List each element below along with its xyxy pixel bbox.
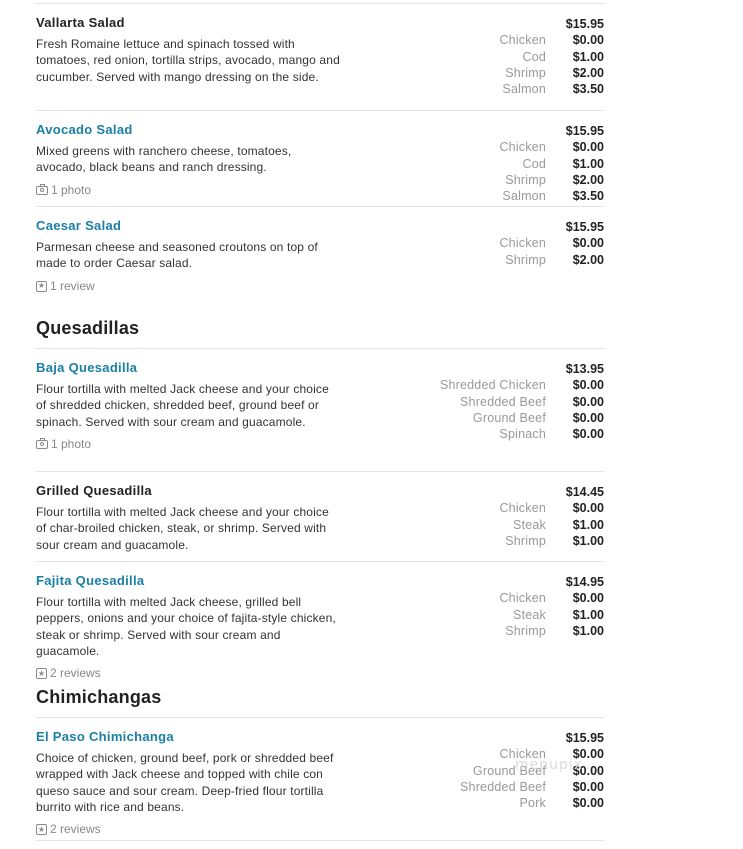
price-list — [384, 16, 604, 97]
section-heading: Chimichangas — [36, 687, 162, 707]
option-label: Shrimp — [505, 172, 546, 187]
option-price: $0.00 — [572, 378, 604, 393]
menu-item — [36, 110, 604, 206]
item-name: Grilled Quesadilla — [36, 483, 152, 498]
option-row — [384, 623, 604, 639]
option-price: $0.00 — [572, 394, 604, 409]
option-row — [384, 394, 604, 410]
base-price-row — [384, 16, 604, 32]
option-row — [384, 235, 604, 251]
option-label: Steak — [513, 517, 546, 532]
item-description: Choice of chicken, ground beef, pork or shredded beef wrapped with Jack cheese and topped with chile con queso sauce and sour cream. Deep-fried flour tortilla burrito with rice and beans. — [36, 751, 334, 814]
option-label: Chicken — [499, 591, 546, 606]
review-count: 1 review — [50, 278, 95, 293]
price-list — [384, 574, 604, 639]
option-label: Pork — [519, 796, 546, 811]
review-icon: ★ — [37, 824, 46, 834]
price-list — [384, 219, 604, 268]
option-label: Shredded Beef — [460, 394, 546, 409]
price-list — [384, 123, 604, 204]
base-price-row — [384, 730, 604, 746]
section-heading: Quesadillas — [36, 318, 140, 338]
option-row — [384, 795, 604, 811]
item-name-link[interactable]: Baja Quesadilla — [36, 360, 138, 375]
option-price: $0.00 — [572, 763, 604, 778]
base-price-row — [384, 123, 604, 139]
item-name-link[interactable]: Avocado Salad — [36, 122, 133, 137]
option-label: Salmon — [502, 189, 546, 204]
item-description: Flour tortilla with melted Jack cheese and your choice of char-broiled chicken, steak, or shrimp. Served with sour cream and guacamole. — [36, 505, 329, 552]
option-label: Salmon — [502, 82, 546, 97]
option-row — [384, 500, 604, 516]
item-name-link[interactable]: Caesar Salad — [36, 218, 122, 233]
price-list — [384, 361, 604, 442]
base-price: $15.95 — [565, 731, 604, 745]
item-name-link[interactable]: Fajita Quesadilla — [36, 573, 145, 588]
option-row — [384, 590, 604, 606]
review-link[interactable] — [36, 278, 604, 294]
option-price: $1.00 — [572, 623, 604, 638]
option-row — [384, 156, 604, 172]
option-price: $0.00 — [572, 796, 604, 811]
option-price: $0.00 — [572, 410, 604, 425]
option-label: Chicken — [499, 747, 546, 762]
option-row — [384, 32, 604, 48]
option-price: $2.00 — [572, 172, 604, 187]
option-price: $1.00 — [572, 156, 604, 171]
menu-item — [36, 717, 604, 841]
option-label: Cod — [522, 156, 546, 171]
option-row — [384, 81, 604, 97]
photo-count: 1 photo — [51, 182, 92, 197]
menu-item — [36, 348, 604, 471]
item-description: Parmesan cheese and seasoned croutons on top of made to order Caesar salad. — [36, 240, 318, 271]
review-icon: ★ — [37, 281, 46, 291]
review-link[interactable] — [36, 821, 604, 837]
base-price-row — [384, 361, 604, 377]
item-description: Flour tortilla with melted Jack cheese and your choice of shredded chicken, shredded beef, ground beef or spinach. Served with sour cream and guacamole. — [36, 382, 329, 429]
option-price: $3.50 — [572, 189, 604, 204]
option-row — [384, 252, 604, 268]
option-price: $0.00 — [572, 427, 604, 442]
option-price: $0.00 — [572, 501, 604, 516]
option-row — [384, 410, 604, 426]
option-row — [384, 517, 604, 533]
option-price: $0.00 — [572, 236, 604, 251]
option-label: Chicken — [499, 140, 546, 155]
review-icon: ★ — [37, 668, 46, 678]
photo-count: 1 photo — [51, 436, 92, 451]
option-price: $2.00 — [572, 252, 604, 267]
option-label: Ground Beef — [472, 410, 546, 425]
option-label: Chicken — [499, 236, 546, 251]
option-label: Chicken — [499, 501, 546, 516]
base-price-row — [384, 574, 604, 590]
quesadillas-section — [36, 318, 604, 681]
option-price: $1.00 — [572, 49, 604, 64]
base-price-row — [384, 219, 604, 235]
option-row — [384, 533, 604, 549]
option-row — [384, 172, 604, 188]
item-name: Vallarta Salad — [36, 15, 125, 30]
base-price: $14.45 — [565, 485, 604, 499]
item-description: Mixed greens with ranchero cheese, tomatoes, avocado, black beans and ranch dressing. — [36, 144, 292, 175]
option-price: $0.00 — [572, 779, 604, 794]
menu-list — [36, 0, 604, 841]
option-label: Chicken — [499, 33, 546, 48]
camera-icon — [36, 186, 48, 195]
option-label: Spinach — [499, 427, 546, 442]
option-label: Cod — [522, 49, 546, 64]
option-row — [384, 377, 604, 393]
option-label: Shredded Beef — [460, 779, 546, 794]
review-link[interactable] — [36, 665, 604, 681]
option-row — [384, 188, 604, 204]
base-price-row — [384, 484, 604, 500]
base-price: $15.95 — [565, 17, 604, 31]
menu-item — [36, 471, 604, 561]
option-row — [384, 139, 604, 155]
option-price: $2.00 — [572, 65, 604, 80]
base-price: $15.95 — [565, 124, 604, 138]
option-label: Shrimp — [505, 252, 546, 267]
base-price: $15.95 — [565, 220, 604, 234]
option-price: $3.50 — [572, 82, 604, 97]
option-price: $0.00 — [572, 140, 604, 155]
watermark-logo: menupix — [515, 757, 584, 773]
review-count: 2 reviews — [50, 822, 101, 837]
base-price: $14.95 — [565, 575, 604, 589]
option-label: Steak — [513, 607, 546, 622]
option-row — [384, 65, 604, 81]
base-price: $13.95 — [565, 362, 604, 376]
item-name-link[interactable]: El Paso Chimichanga — [36, 729, 174, 744]
option-row — [384, 426, 604, 442]
option-price: $1.00 — [572, 607, 604, 622]
option-label: Ground Beef — [472, 763, 546, 778]
option-label: Shrimp — [505, 65, 546, 80]
item-description: Flour tortilla with melted Jack cheese, grilled bell peppers, onions and your choice of fajita-style chicken, steak or shrimp. Served with sour cream and guacamole. — [36, 595, 336, 658]
option-price: $1.00 — [572, 533, 604, 548]
option-label: Shredded Chicken — [439, 378, 546, 393]
option-label: Shrimp — [505, 533, 546, 548]
salads-section — [36, 3, 604, 304]
camera-icon — [36, 440, 48, 449]
menu-item — [36, 561, 604, 681]
option-price: $0.00 — [572, 33, 604, 48]
option-price: $1.00 — [572, 517, 604, 532]
option-row — [384, 607, 604, 623]
menu-item — [36, 206, 604, 304]
menu-item — [36, 3, 604, 110]
price-list — [384, 484, 604, 549]
option-row — [384, 779, 604, 795]
option-label: Shrimp — [505, 623, 546, 638]
item-description: Fresh Romaine lettuce and spinach tossed with tomatoes, red onion, tortilla strips, avocado, mango and cucumber. Served with mango dressing on the side. — [36, 37, 340, 84]
review-count: 2 reviews — [50, 666, 101, 681]
option-price: $0.00 — [572, 747, 604, 762]
option-row — [384, 49, 604, 65]
option-price: $0.00 — [572, 591, 604, 606]
